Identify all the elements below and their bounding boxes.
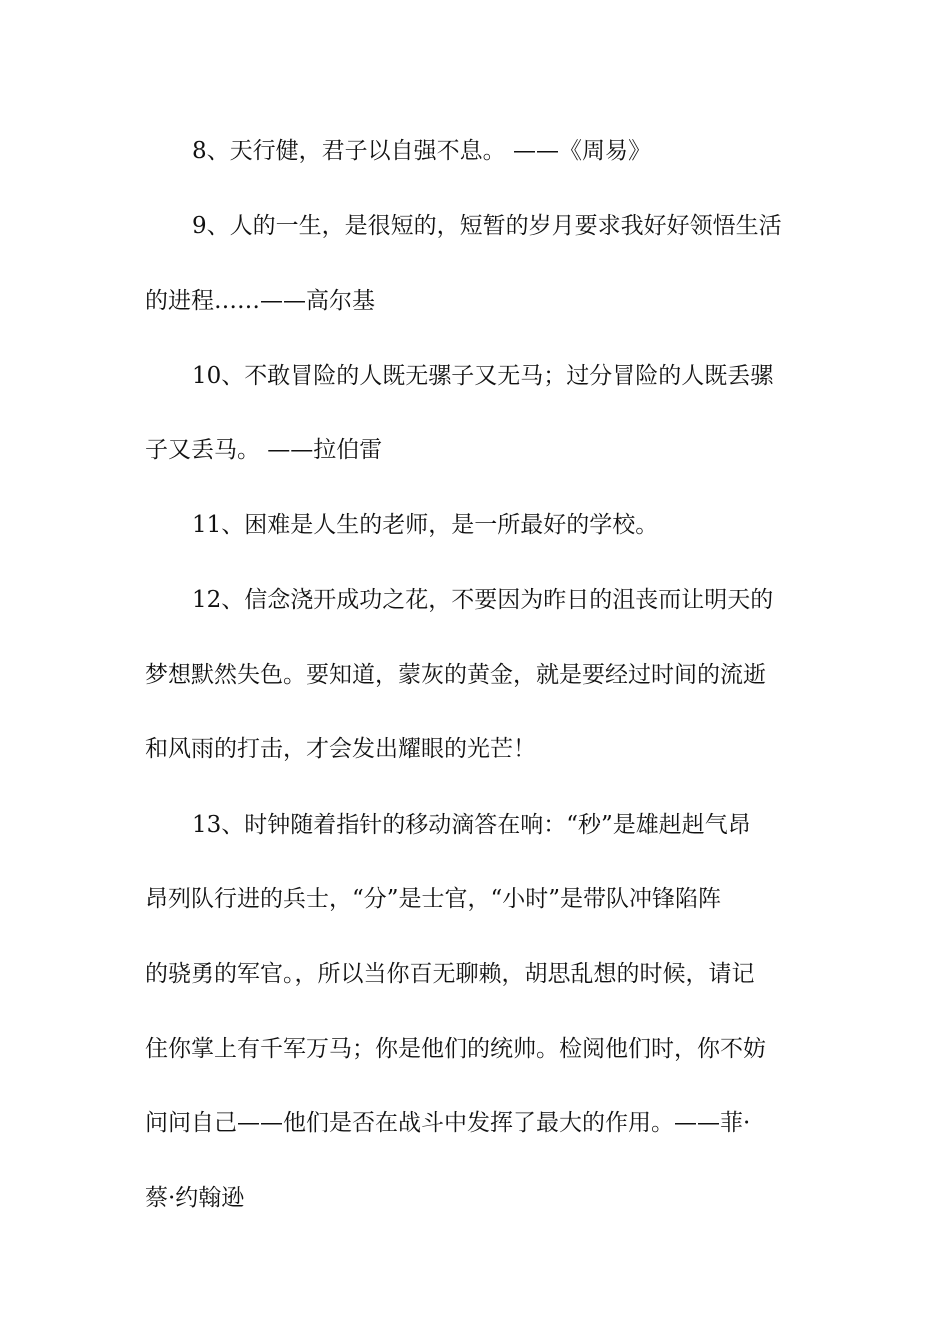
quote-8-line-1: 8、天行健，君子以自强不息。 ——《周易》	[192, 138, 651, 164]
quote-12-line-1: 12、信念浇开成功之花，不要因为昨日的沮丧而让明天的	[192, 587, 774, 613]
quote-12-line-3: 和风雨的打击，才会发出耀眼的光芒！	[145, 736, 536, 762]
quote-10-line-2: 子又丢马。 ——拉伯雷	[145, 437, 383, 463]
quote-13-line-6: 蔡·约翰逊	[145, 1185, 245, 1211]
quote-10-line-1: 10、不敢冒险的人既无骡子又无马；过分冒险的人既丢骡	[192, 363, 774, 389]
quote-13-line-1: 13、时钟随着指针的移动滴答在响：“秒”是雄赳赳气昂	[192, 812, 751, 838]
quote-12-line-2: 梦想默然失色。要知道，蒙灰的黄金，就是要经过时间的流逝	[145, 662, 766, 688]
quote-13-line-2: 昂列队行进的兵士，“分”是士官，“小时”是带队冲锋陷阵	[145, 886, 722, 912]
quote-9-line-2: 的进程……——高尔基	[145, 288, 375, 314]
quote-13-line-4: 住你掌上有千军万马；你是他们的统帅。检阅他们时，你不妨	[145, 1036, 766, 1062]
quote-13-line-5: 问问自己——他们是否在战斗中发挥了最大的作用。——菲·	[145, 1110, 751, 1136]
quote-11-line-1: 11、困难是人生的老师，是一所最好的学校。	[192, 512, 659, 538]
quote-13-line-3: 的骁勇的军官。，所以当你百无聊赖，胡思乱想的时候，请记	[145, 961, 755, 987]
quote-9-line-1: 9、人的一生，是很短的，短暂的岁月要求我好好领悟生活	[192, 213, 782, 239]
